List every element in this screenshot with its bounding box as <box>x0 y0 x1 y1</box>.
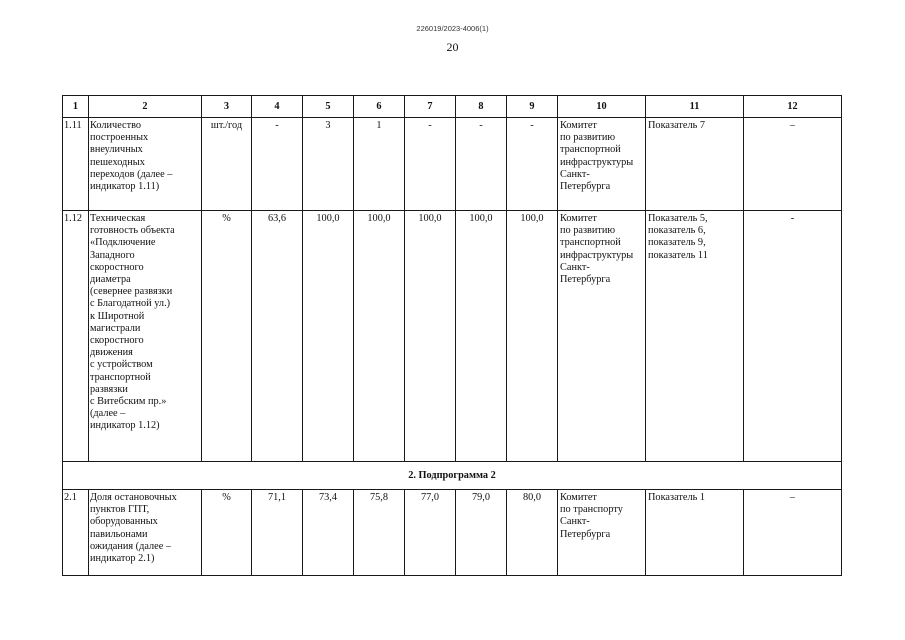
indicator-name-line: с Витебским пр.» <box>90 396 167 408</box>
linked-indicator-line: Показатель 5, <box>648 213 708 224</box>
column-header: 8 <box>456 96 507 118</box>
executor-line: транспортной <box>560 237 621 249</box>
indicator-name-line: оборудованных <box>90 516 158 528</box>
indicator-name-line: внеуличных <box>90 144 143 156</box>
value-cell: 71,1 <box>252 490 303 576</box>
indicator-name-line: «Подключение <box>90 237 156 249</box>
executor-line: Комитет <box>560 492 597 503</box>
value-cell: 100,0 <box>303 211 354 462</box>
indicator-name-line: построенных <box>90 132 149 144</box>
executor-cell <box>558 118 646 211</box>
linked-indicator-line: показатель 9, <box>648 237 706 249</box>
linked-indicator-line: Показатель 7 <box>648 120 705 131</box>
executor-line: по транспорту <box>560 504 623 516</box>
value-cell: 75,8 <box>354 490 405 576</box>
executor-line: Комитет <box>560 120 597 131</box>
indicator-name-line: (далее – <box>90 408 126 420</box>
unit-cell: шт./год <box>202 118 252 211</box>
indicator-name-line: пунктов ГПТ, <box>90 504 150 516</box>
linked-indicator-line: Показатель 1 <box>648 492 705 503</box>
executor-line: Петербурга <box>560 181 611 193</box>
section-title: 2. Подпрограмма 2 <box>63 462 842 490</box>
value-cell: 80,0 <box>507 490 558 576</box>
linked-indicators-cell <box>646 211 744 462</box>
indicator-name-line: Западного <box>90 249 135 261</box>
column-header: 6 <box>354 96 405 118</box>
indicator-name-line: индикатор 1.11) <box>90 181 160 193</box>
note-cell: – <box>744 490 842 576</box>
indicator-name <box>89 490 202 576</box>
linked-indicators-cell <box>646 118 744 211</box>
indicator-name-line: ожидания (далее – <box>90 540 171 552</box>
table-header-row <box>63 96 842 118</box>
executor-cell <box>558 490 646 576</box>
page-number: 20 <box>446 40 459 54</box>
column-header: 3 <box>202 96 252 118</box>
unit-cell: % <box>202 490 252 576</box>
indicator-code: 1.12 <box>63 211 89 462</box>
table-row <box>63 490 842 576</box>
executor-line: Санкт- <box>560 516 590 528</box>
value-cell: - <box>405 118 456 211</box>
indicator-name-line: Техническая <box>90 213 146 224</box>
indicator-name-line: пешеходных <box>90 156 145 168</box>
indicator-name-line: с устройством <box>90 359 153 371</box>
indicator-name-line: магистрали <box>90 322 141 334</box>
value-cell: - <box>507 118 558 211</box>
executor-line: по развитию <box>560 132 616 144</box>
document-id: 226019/2023-4006(1) <box>416 24 489 33</box>
indicator-name-line: (севернее развязки <box>90 286 173 298</box>
value-cell: 100,0 <box>405 211 456 462</box>
value-cell: 3 <box>303 118 354 211</box>
indicator-code: 1.11 <box>63 118 89 211</box>
table-row <box>63 211 842 462</box>
indicator-name-line: готовность объекта <box>90 225 175 237</box>
linked-indicator-line: показатель 6, <box>648 225 706 237</box>
executor-line: инфраструктуры <box>560 249 634 261</box>
indicators-table <box>62 95 842 576</box>
section-row <box>63 462 842 490</box>
indicator-name-line: переходов (далее – <box>90 168 173 180</box>
indicator-name-line: Доля остановочных <box>90 492 177 503</box>
column-header: 10 <box>558 96 646 118</box>
indicator-name-line: павильонами <box>90 528 148 540</box>
value-cell: - <box>252 118 303 211</box>
executor-line: Санкт- <box>560 261 590 273</box>
unit-cell: % <box>202 211 252 462</box>
value-cell: 63,6 <box>252 211 303 462</box>
indicator-name-line: скоростного <box>90 261 144 273</box>
column-header: 5 <box>303 96 354 118</box>
value-cell: 77,0 <box>405 490 456 576</box>
column-header: 4 <box>252 96 303 118</box>
indicator-name-line: движения <box>90 347 133 359</box>
indicator-name-line: к Широтной <box>90 310 145 322</box>
column-header: 1 <box>63 96 89 118</box>
value-cell: 100,0 <box>354 211 405 462</box>
linked-indicator-line: показатель 11 <box>648 249 708 261</box>
value-cell: 100,0 <box>507 211 558 462</box>
executor-line: транспортной <box>560 144 621 156</box>
linked-indicators-cell <box>646 490 744 576</box>
indicator-name-line: развязки <box>90 383 128 395</box>
indicator-name-line: Количество <box>90 120 142 131</box>
indicator-name <box>89 118 202 211</box>
indicator-name-line: диаметра <box>90 274 131 286</box>
indicator-name-line: индикатор 2.1) <box>90 553 155 565</box>
value-cell: - <box>456 118 507 211</box>
indicator-name-line: скоростного <box>90 335 144 347</box>
note-cell: – <box>744 118 842 211</box>
column-header: 7 <box>405 96 456 118</box>
indicator-name-line: транспортной <box>90 371 151 383</box>
indicator-name <box>89 211 202 462</box>
column-header: 2 <box>89 96 202 118</box>
value-cell: 73,4 <box>303 490 354 576</box>
table-row <box>63 118 842 211</box>
value-cell: 79,0 <box>456 490 507 576</box>
executor-line: инфраструктуры <box>560 156 634 168</box>
indicator-name-line: с Благодатной ул.) <box>90 298 171 310</box>
value-cell: 100,0 <box>456 211 507 462</box>
column-header: 11 <box>646 96 744 118</box>
executor-cell <box>558 211 646 462</box>
executor-line: по развитию <box>560 225 616 237</box>
indicator-name-line: индикатор 1.12) <box>90 420 160 432</box>
executor-line: Петербурга <box>560 274 611 286</box>
column-header: 9 <box>507 96 558 118</box>
note-cell: - <box>744 211 842 462</box>
executor-line: Петербурга <box>560 528 611 540</box>
executor-line: Комитет <box>560 213 597 224</box>
value-cell: 1 <box>354 118 405 211</box>
executor-line: Санкт- <box>560 168 590 180</box>
column-header: 12 <box>744 96 842 118</box>
indicator-code: 2.1 <box>63 490 89 576</box>
